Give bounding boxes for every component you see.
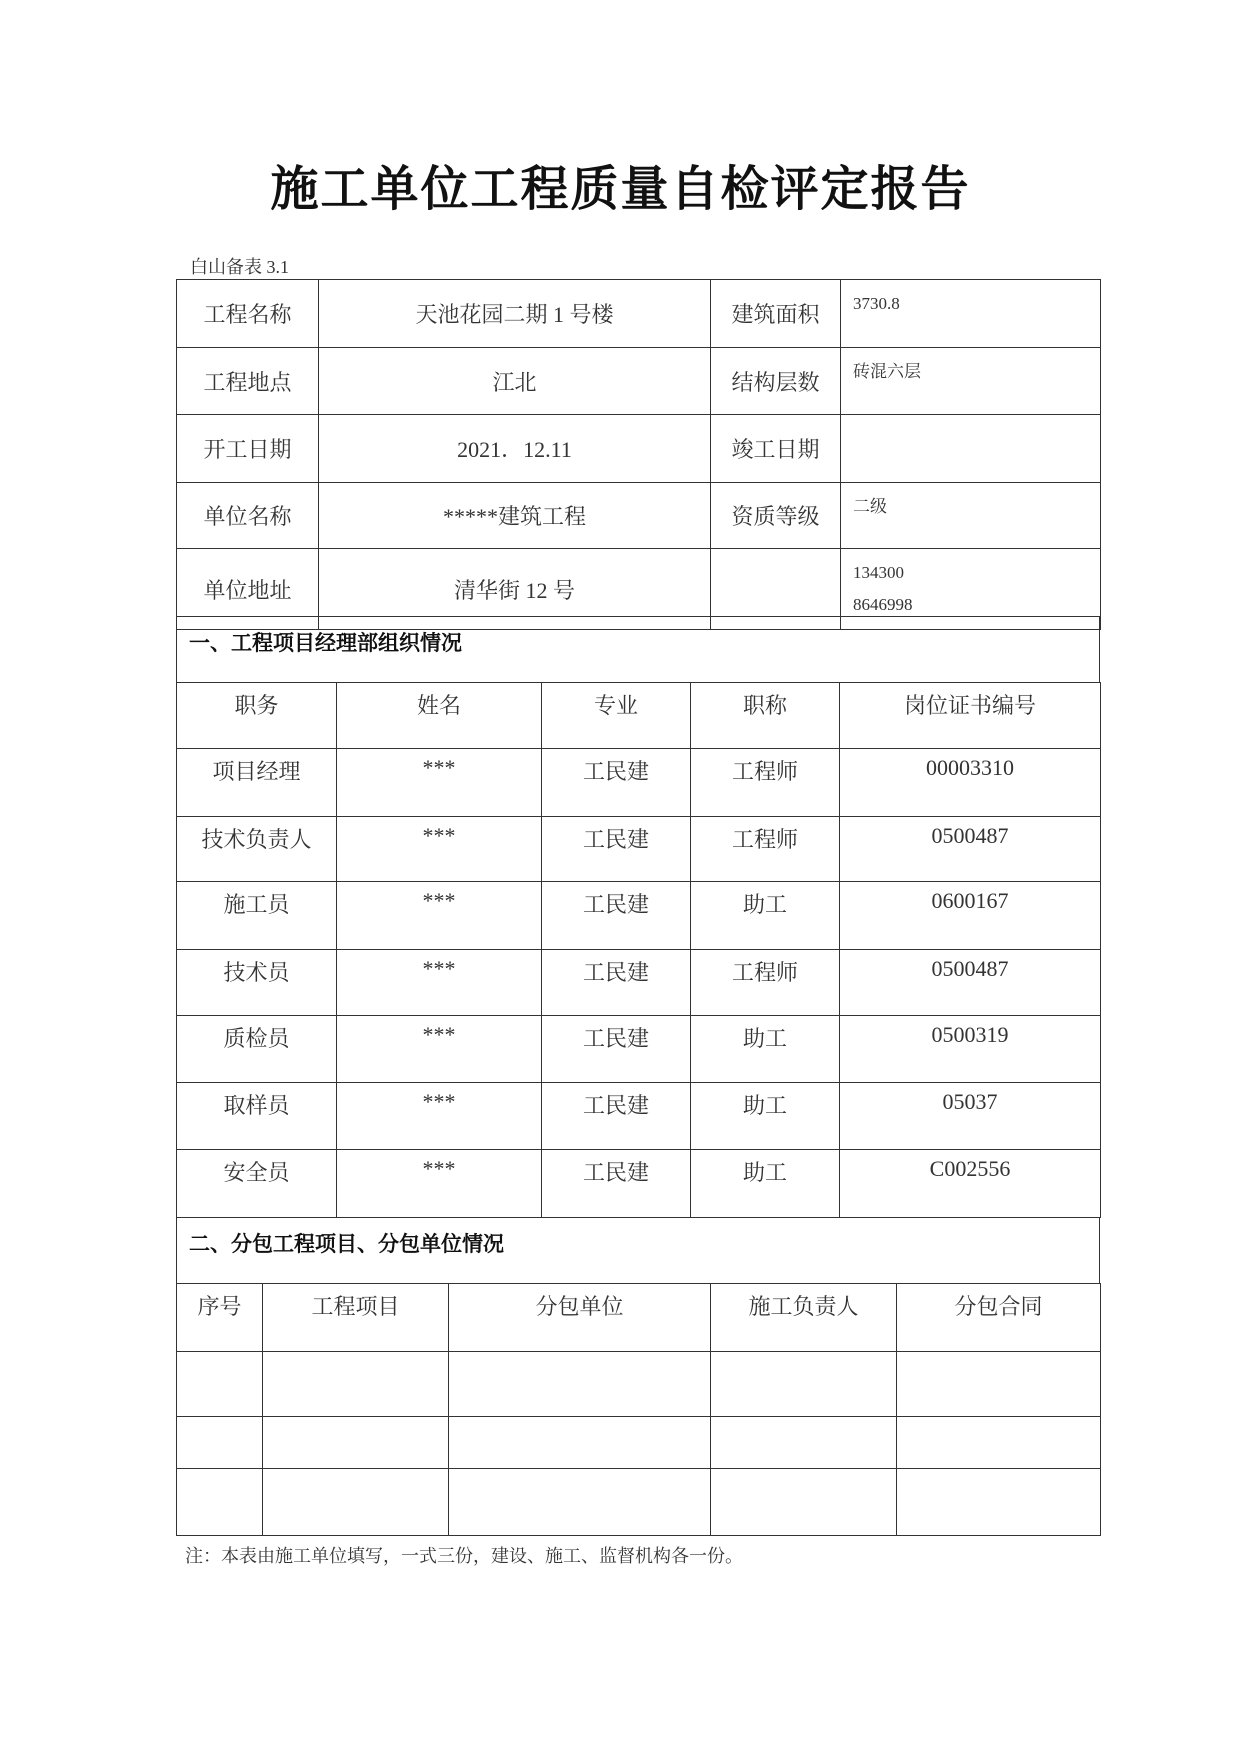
column-header: 专业 [542, 683, 691, 749]
column-header: 分包合同 [897, 1284, 1101, 1352]
table-cell: 工程师 [691, 817, 840, 882]
info-table [176, 279, 1101, 630]
table-cell: 取样员 [177, 1083, 337, 1150]
column-header: 分包单位 [449, 1284, 711, 1352]
info-label: 工程地点 [177, 348, 319, 415]
table-cell: 0600167 [840, 882, 1101, 950]
info-value: 砖混六层 [841, 348, 1101, 415]
table-cell: 助工 [691, 882, 840, 950]
table-row [177, 882, 1101, 950]
table-cell [711, 1352, 897, 1417]
info-label: 资质等级 [711, 483, 841, 549]
info-value: 江北 [319, 348, 711, 415]
table-cell: 05037 [840, 1083, 1101, 1150]
table-cell [263, 1417, 449, 1469]
section1-heading-table [176, 616, 1100, 683]
phone-line: 134300 [853, 563, 904, 582]
info-value: 清华街 12 号 [319, 549, 711, 630]
table-cell: *** [337, 950, 542, 1016]
info-value: 天池花园二期 1 号楼 [319, 280, 711, 348]
table-cell [897, 1417, 1101, 1469]
table-cell: 工民建 [542, 817, 691, 882]
info-label: 单位名称 [177, 483, 319, 549]
table-cell [711, 1417, 897, 1469]
table-cell: 工民建 [542, 749, 691, 817]
column-header: 姓名 [337, 683, 542, 749]
table-cell: 技术员 [177, 950, 337, 1016]
column-header: 职务 [177, 683, 337, 749]
info-row [177, 348, 1101, 415]
table-cell [449, 1352, 711, 1417]
subcontract-table [176, 1283, 1101, 1536]
empty-row [177, 1469, 1101, 1536]
staff-header-row [177, 683, 1101, 749]
table-cell: 质检员 [177, 1016, 337, 1083]
table-cell [177, 1352, 263, 1417]
table-cell: 工民建 [542, 1150, 691, 1218]
info-row [177, 280, 1101, 348]
table-cell: 00003310 [840, 749, 1101, 817]
table-row [177, 1150, 1101, 1218]
table-cell [449, 1469, 711, 1536]
table-cell: C002556 [840, 1150, 1101, 1218]
phone-line: 8646998 [853, 595, 913, 614]
table-cell: *** [337, 882, 542, 950]
empty-row [177, 1417, 1101, 1469]
info-label: 结构层数 [711, 348, 841, 415]
table-cell [263, 1469, 449, 1536]
table-row [177, 817, 1101, 882]
table-cell: 助工 [691, 1150, 840, 1218]
table-row [177, 950, 1101, 1016]
info-row [177, 483, 1101, 549]
table-cell [449, 1417, 711, 1469]
table-cell [177, 1469, 263, 1536]
table-cell: 0500487 [840, 817, 1101, 882]
section2-heading-table [176, 1217, 1100, 1284]
staff-table [176, 682, 1101, 1218]
info-value: *****建筑工程 [319, 483, 711, 549]
table-cell: 施工员 [177, 882, 337, 950]
table-cell: *** [337, 1150, 542, 1218]
table-cell: 工民建 [542, 882, 691, 950]
section2-heading: 二、分包工程项目、分包单位情况 [177, 1218, 1100, 1284]
table-cell: *** [337, 1016, 542, 1083]
table-cell [897, 1469, 1101, 1536]
info-row [177, 415, 1101, 483]
column-header: 岗位证书编号 [840, 683, 1101, 749]
empty-row [177, 1352, 1101, 1417]
table-cell: 工程师 [691, 749, 840, 817]
info-value: 二级 [841, 483, 1101, 549]
table-cell: 安全员 [177, 1150, 337, 1218]
table-cell: 0500487 [840, 950, 1101, 1016]
table-cell: *** [337, 1083, 542, 1150]
form-code: 白山备表 3.1 [190, 257, 289, 277]
table-row [177, 749, 1101, 817]
footnote: 注：本表由施工单位填写，一式三份，建设、施工、监督机构各一份。 [185, 1546, 743, 1566]
page-title: 施工单位工程质量自检评定报告 [270, 163, 971, 216]
info-label: 建筑面积 [711, 280, 841, 348]
table-cell: 技术负责人 [177, 817, 337, 882]
table-row [177, 1016, 1101, 1083]
info-value: 2021．12.11 [319, 415, 711, 483]
info-label: 单位地址 [177, 549, 319, 630]
section1-heading: 一、工程项目经理部组织情况 [177, 617, 1100, 683]
table-cell: 工民建 [542, 950, 691, 1016]
table-cell [711, 1469, 897, 1536]
column-header: 施工负责人 [711, 1284, 897, 1352]
info-label: 竣工日期 [711, 415, 841, 483]
table-cell [263, 1352, 449, 1417]
table-row [177, 1083, 1101, 1150]
table-cell: 项目经理 [177, 749, 337, 817]
table-cell: 工民建 [542, 1083, 691, 1150]
table-cell: 助工 [691, 1016, 840, 1083]
info-label: 开工日期 [177, 415, 319, 483]
subcontract-header-row [177, 1284, 1101, 1352]
table-cell: 工民建 [542, 1016, 691, 1083]
table-cell: *** [337, 817, 542, 882]
table-cell [897, 1352, 1101, 1417]
column-header: 职称 [691, 683, 840, 749]
table-cell: *** [337, 749, 542, 817]
table-cell: 0500319 [840, 1016, 1101, 1083]
column-header: 序号 [177, 1284, 263, 1352]
info-label: 工程名称 [177, 280, 319, 348]
column-header: 工程项目 [263, 1284, 449, 1352]
table-cell [177, 1417, 263, 1469]
table-cell: 助工 [691, 1083, 840, 1150]
table-cell: 工程师 [691, 950, 840, 1016]
info-value [841, 415, 1101, 483]
info-value: 3730.8 [841, 280, 1101, 348]
